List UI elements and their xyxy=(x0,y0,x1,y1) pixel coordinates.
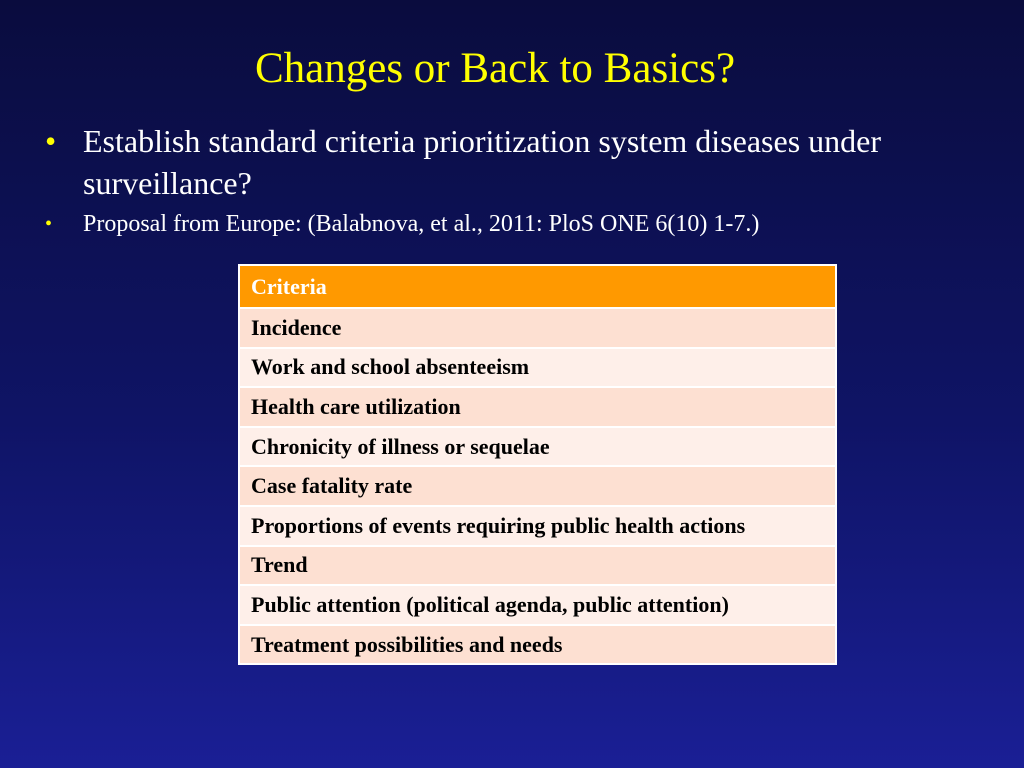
criteria-table xyxy=(238,264,837,665)
bullet-1: • Establish standard criteria prioritization system diseases under surveillance? xyxy=(45,120,975,204)
table-row: Public attention (political agenda, public attention) xyxy=(239,585,836,625)
table-row: Work and school absenteeism xyxy=(239,348,836,388)
slide-title: Changes or Back to Basics? xyxy=(254,45,736,92)
table-row: Treatment possibilities and needs xyxy=(239,625,836,665)
table-row: Chronicity of illness or sequelae xyxy=(239,427,836,467)
table-row: Case fatality rate xyxy=(239,466,836,506)
bullet-icon: • xyxy=(45,213,53,235)
table-row: Trend xyxy=(239,546,836,586)
table-row: Proportions of events requiring public health actions xyxy=(239,506,836,546)
table-row: Health care utilization xyxy=(239,387,836,427)
table-row: Incidence xyxy=(239,308,836,348)
table-header: Criteria xyxy=(239,265,836,308)
bullet-icon: • xyxy=(45,123,57,159)
bullet-2: • Proposal from Europe: (Balabnova, et al., 2011: PloS ONE 6(10) 1-7.) xyxy=(45,211,760,237)
